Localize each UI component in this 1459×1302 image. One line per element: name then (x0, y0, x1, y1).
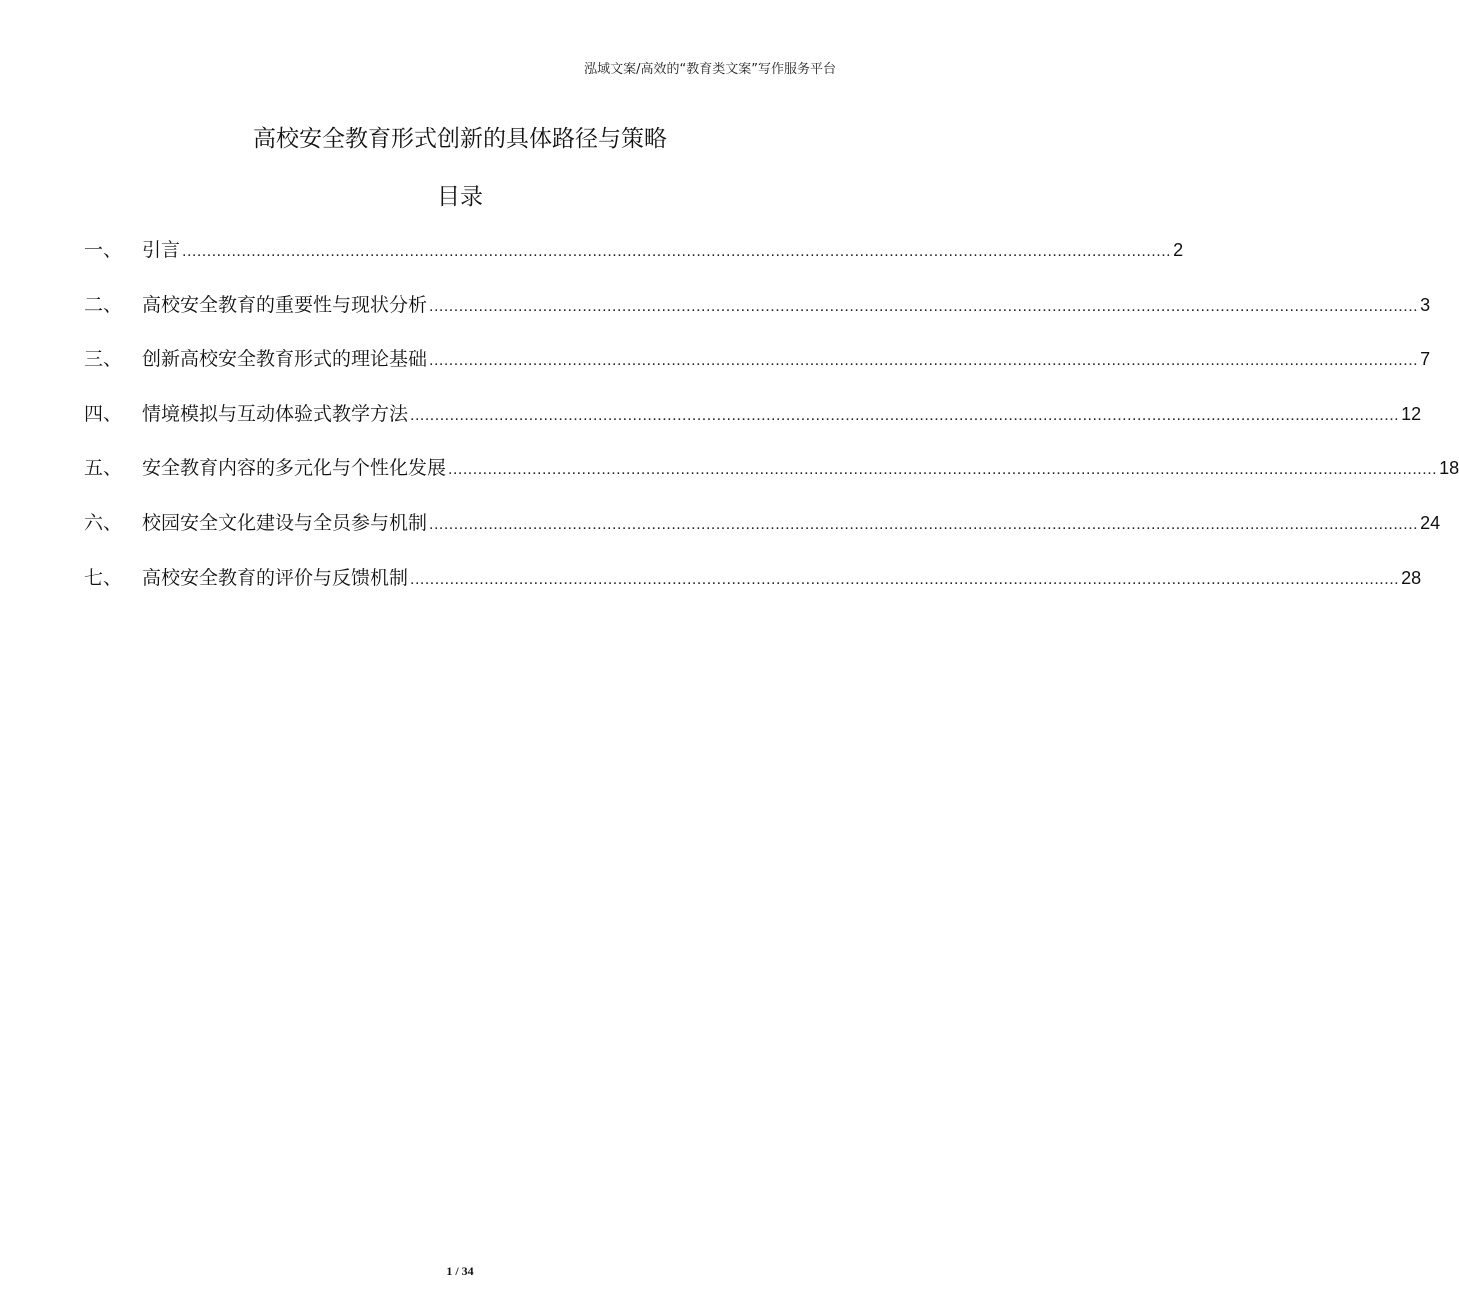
toc-entry-number: 二、 (84, 293, 123, 316)
toc-entry-label: 校园安全文化建设与全员参与机制 (142, 511, 428, 534)
toc-dot-leader: ........................................................................................................................................................................................................ (182, 243, 1172, 260)
toc-entry-3[interactable] (84, 344, 1431, 399)
toc-entry-number: 七、 (84, 566, 123, 589)
toc-entry-number: 五、 (84, 457, 123, 480)
document-title: 高校安全教育形式创新的具体路径与策略 (253, 126, 667, 152)
toc-entry-page: 12 (1401, 403, 1422, 424)
toc-dot-leader: ........................................................................................................................................................................................................ (429, 352, 1419, 370)
toc-entry-number: 一、 (84, 239, 123, 261)
toc-entry-number: 三、 (84, 348, 123, 371)
toc-dot-leader: ........................................................................................................................................................................................................ (448, 461, 1438, 479)
toc-entry-page: 24 (1420, 512, 1441, 533)
toc-heading: 目录 (437, 184, 483, 210)
toc-entry-page: 7 (1420, 349, 1431, 370)
toc-entry-page: 18 (1439, 458, 1459, 479)
page-header-text: 泓域文案/高效的“教育类文案”写作服务平台 (584, 62, 836, 77)
toc-dot-leader: ........................................................................................................................................................................................................ (429, 297, 1419, 315)
page-number-footer: 1 / 34 (446, 1264, 474, 1278)
toc-entry-number: 四、 (84, 402, 123, 425)
toc-entry-page: 3 (1420, 294, 1431, 315)
table-of-contents (84, 235, 1459, 617)
toc-entry-1[interactable] (84, 235, 1184, 290)
toc-entry-label: 情境模拟与互动体验式教学方法 (142, 402, 409, 425)
toc-dot-leader: ........................................................................................................................................................................................................ (410, 570, 1400, 588)
header-divider (84, 84, 836, 85)
toc-dot-leader: ........................................................................................................................................................................................................ (410, 406, 1400, 424)
toc-entry-6[interactable] (84, 508, 1441, 563)
toc-entry-label: 引言 (142, 239, 181, 261)
toc-dot-leader: ........................................................................................................................................................................................................ (429, 515, 1419, 533)
toc-entry-label: 创新高校安全教育形式的理论基础 (142, 348, 428, 371)
toc-entry-label: 高校安全教育的重要性与现状分析 (142, 293, 428, 316)
toc-entry-page: 28 (1401, 567, 1422, 588)
toc-entry-number: 六、 (84, 511, 123, 534)
toc-entry-2[interactable] (84, 290, 1431, 345)
toc-entry-label: 高校安全教育的评价与反馈机制 (142, 566, 409, 589)
toc-entry-7[interactable] (84, 563, 1422, 618)
toc-entry-4[interactable] (84, 399, 1422, 454)
toc-entry-label: 安全教育内容的多元化与个性化发展 (142, 457, 447, 480)
toc-entry-5[interactable] (84, 453, 1459, 508)
toc-entry-page: 2 (1173, 240, 1184, 260)
